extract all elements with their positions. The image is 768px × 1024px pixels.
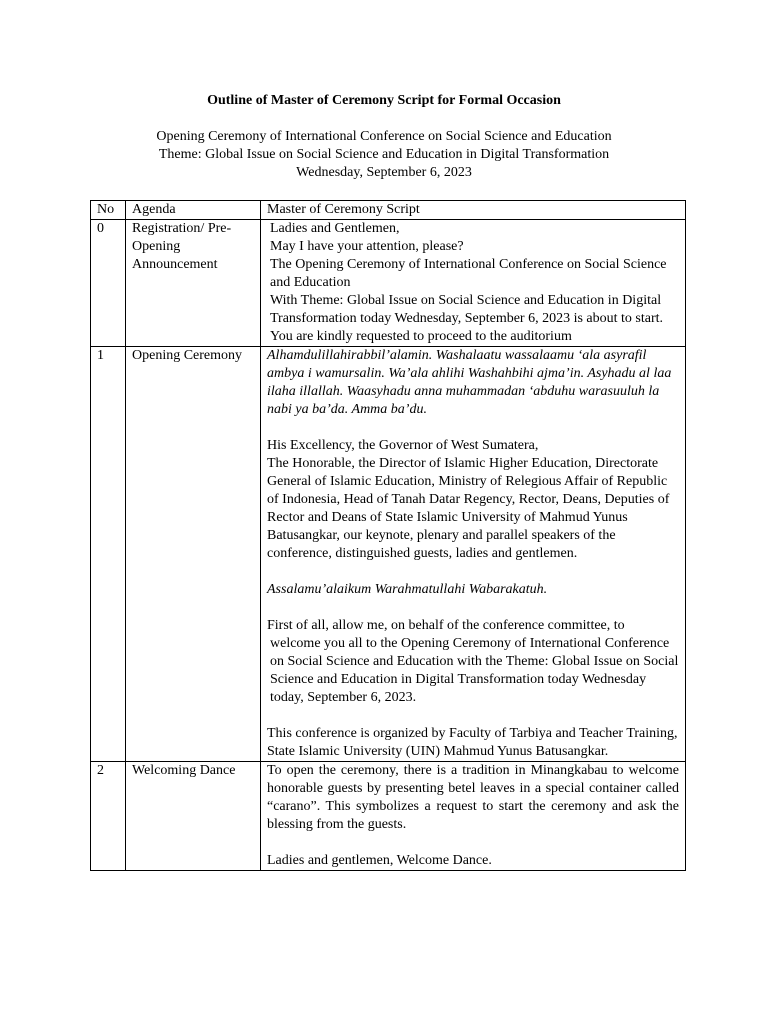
script-paragraph: Alhamdulillahirabbil’alamin. Washalaatu wassalaamu ‘ala asyrafil ambya i wamursalin. Wa’ala ahlihi Washahbihi ajma’in. Asyhadu al laa ilaha illallah. Waasyhadu anna muhammadan ‘abduhu warasuuluh la nabi ya ba’da. Amma ba’du.	[267, 348, 672, 417]
subtitle-block	[0, 128, 768, 182]
table-row	[91, 347, 686, 762]
row-no: 1	[91, 347, 126, 762]
script-paragraph: This conference is organized by Faculty of Tarbiya and Teacher Training, State Islamic University (UIN) Mahmud Yunus Batusangkar.	[267, 726, 678, 759]
row-script	[261, 347, 686, 762]
document-title: Outline of Master of Ceremony Script for Formal Occasion	[207, 93, 561, 108]
script-line: May I have your attention, please?	[270, 239, 464, 254]
script-line: You are kindly requested to proceed to the auditorium	[270, 329, 572, 344]
subtitle-line: Wednesday, September 6, 2023	[296, 165, 472, 180]
row-agenda: Registration/ Pre-Opening Announcement	[126, 220, 261, 347]
table-row	[91, 762, 686, 871]
subtitle-line: Opening Ceremony of International Conference on Social Science and Education	[156, 129, 612, 144]
script-line: With Theme: Global Issue on Social Science and Education in Digital Transformation today Wednesday, September 6, 2023 is about to start.	[270, 293, 664, 326]
script-paragraph: His Excellency, the Governor of West Sumatera,	[267, 438, 539, 453]
subtitle-line: Theme: Global Issue on Social Science and Education in Digital Transformation	[158, 147, 610, 162]
script-paragraph: Ladies and gentlemen, Welcome Dance.	[267, 853, 492, 868]
script-paragraph: welcome you all to the Opening Ceremony of International Conference on Social Science and Education with the Theme: Global Issue on Social Science and Education in Digital Transformation today Wednesday today, September 6, 2023.	[270, 636, 679, 705]
script-line: The Opening Ceremony of International Conference on Social Science and Education	[270, 257, 667, 290]
row-agenda: Welcoming Dance	[126, 762, 261, 871]
table-header-row	[91, 201, 686, 220]
header-script: Master of Ceremony Script	[261, 201, 686, 220]
script-paragraph: To open the ceremony, there is a tradition in Minangkabau to welcome honorable guests by presenting betel leaves in a special container called “carano”. This symbolizes a request to start the ceremony and ask the blessing from the guests.	[267, 763, 679, 832]
table-row	[91, 220, 686, 347]
row-script	[261, 762, 686, 871]
header-agenda: Agenda	[126, 201, 261, 220]
agenda-table	[90, 200, 686, 871]
script-paragraph: Assalamu’alaikum Warahmatullahi Wabarakatuh.	[267, 582, 548, 597]
script-line: Ladies and Gentlemen,	[270, 221, 400, 236]
header-no: No	[91, 201, 126, 220]
script-paragraph: First of all, allow me, on behalf of the conference committee, to	[267, 618, 625, 633]
row-no: 2	[91, 762, 126, 871]
row-script	[261, 220, 686, 347]
script-paragraph: The Honorable, the Director of Islamic Higher Education, Directorate General of Islamic Education, Ministry of Relegious Affair of Republic of Indonesia, Head of Tanah Datar Regency, Rector, Deans, Deputies of Rector and Deans of State Islamic University of Mahmud Yunus Batusangkar, our keynote, plenary and parallel speakers of the conference, distinguished guests, ladies and gentlemen.	[267, 456, 670, 561]
row-no: 0	[91, 220, 126, 347]
row-agenda: Opening Ceremony	[126, 347, 261, 762]
